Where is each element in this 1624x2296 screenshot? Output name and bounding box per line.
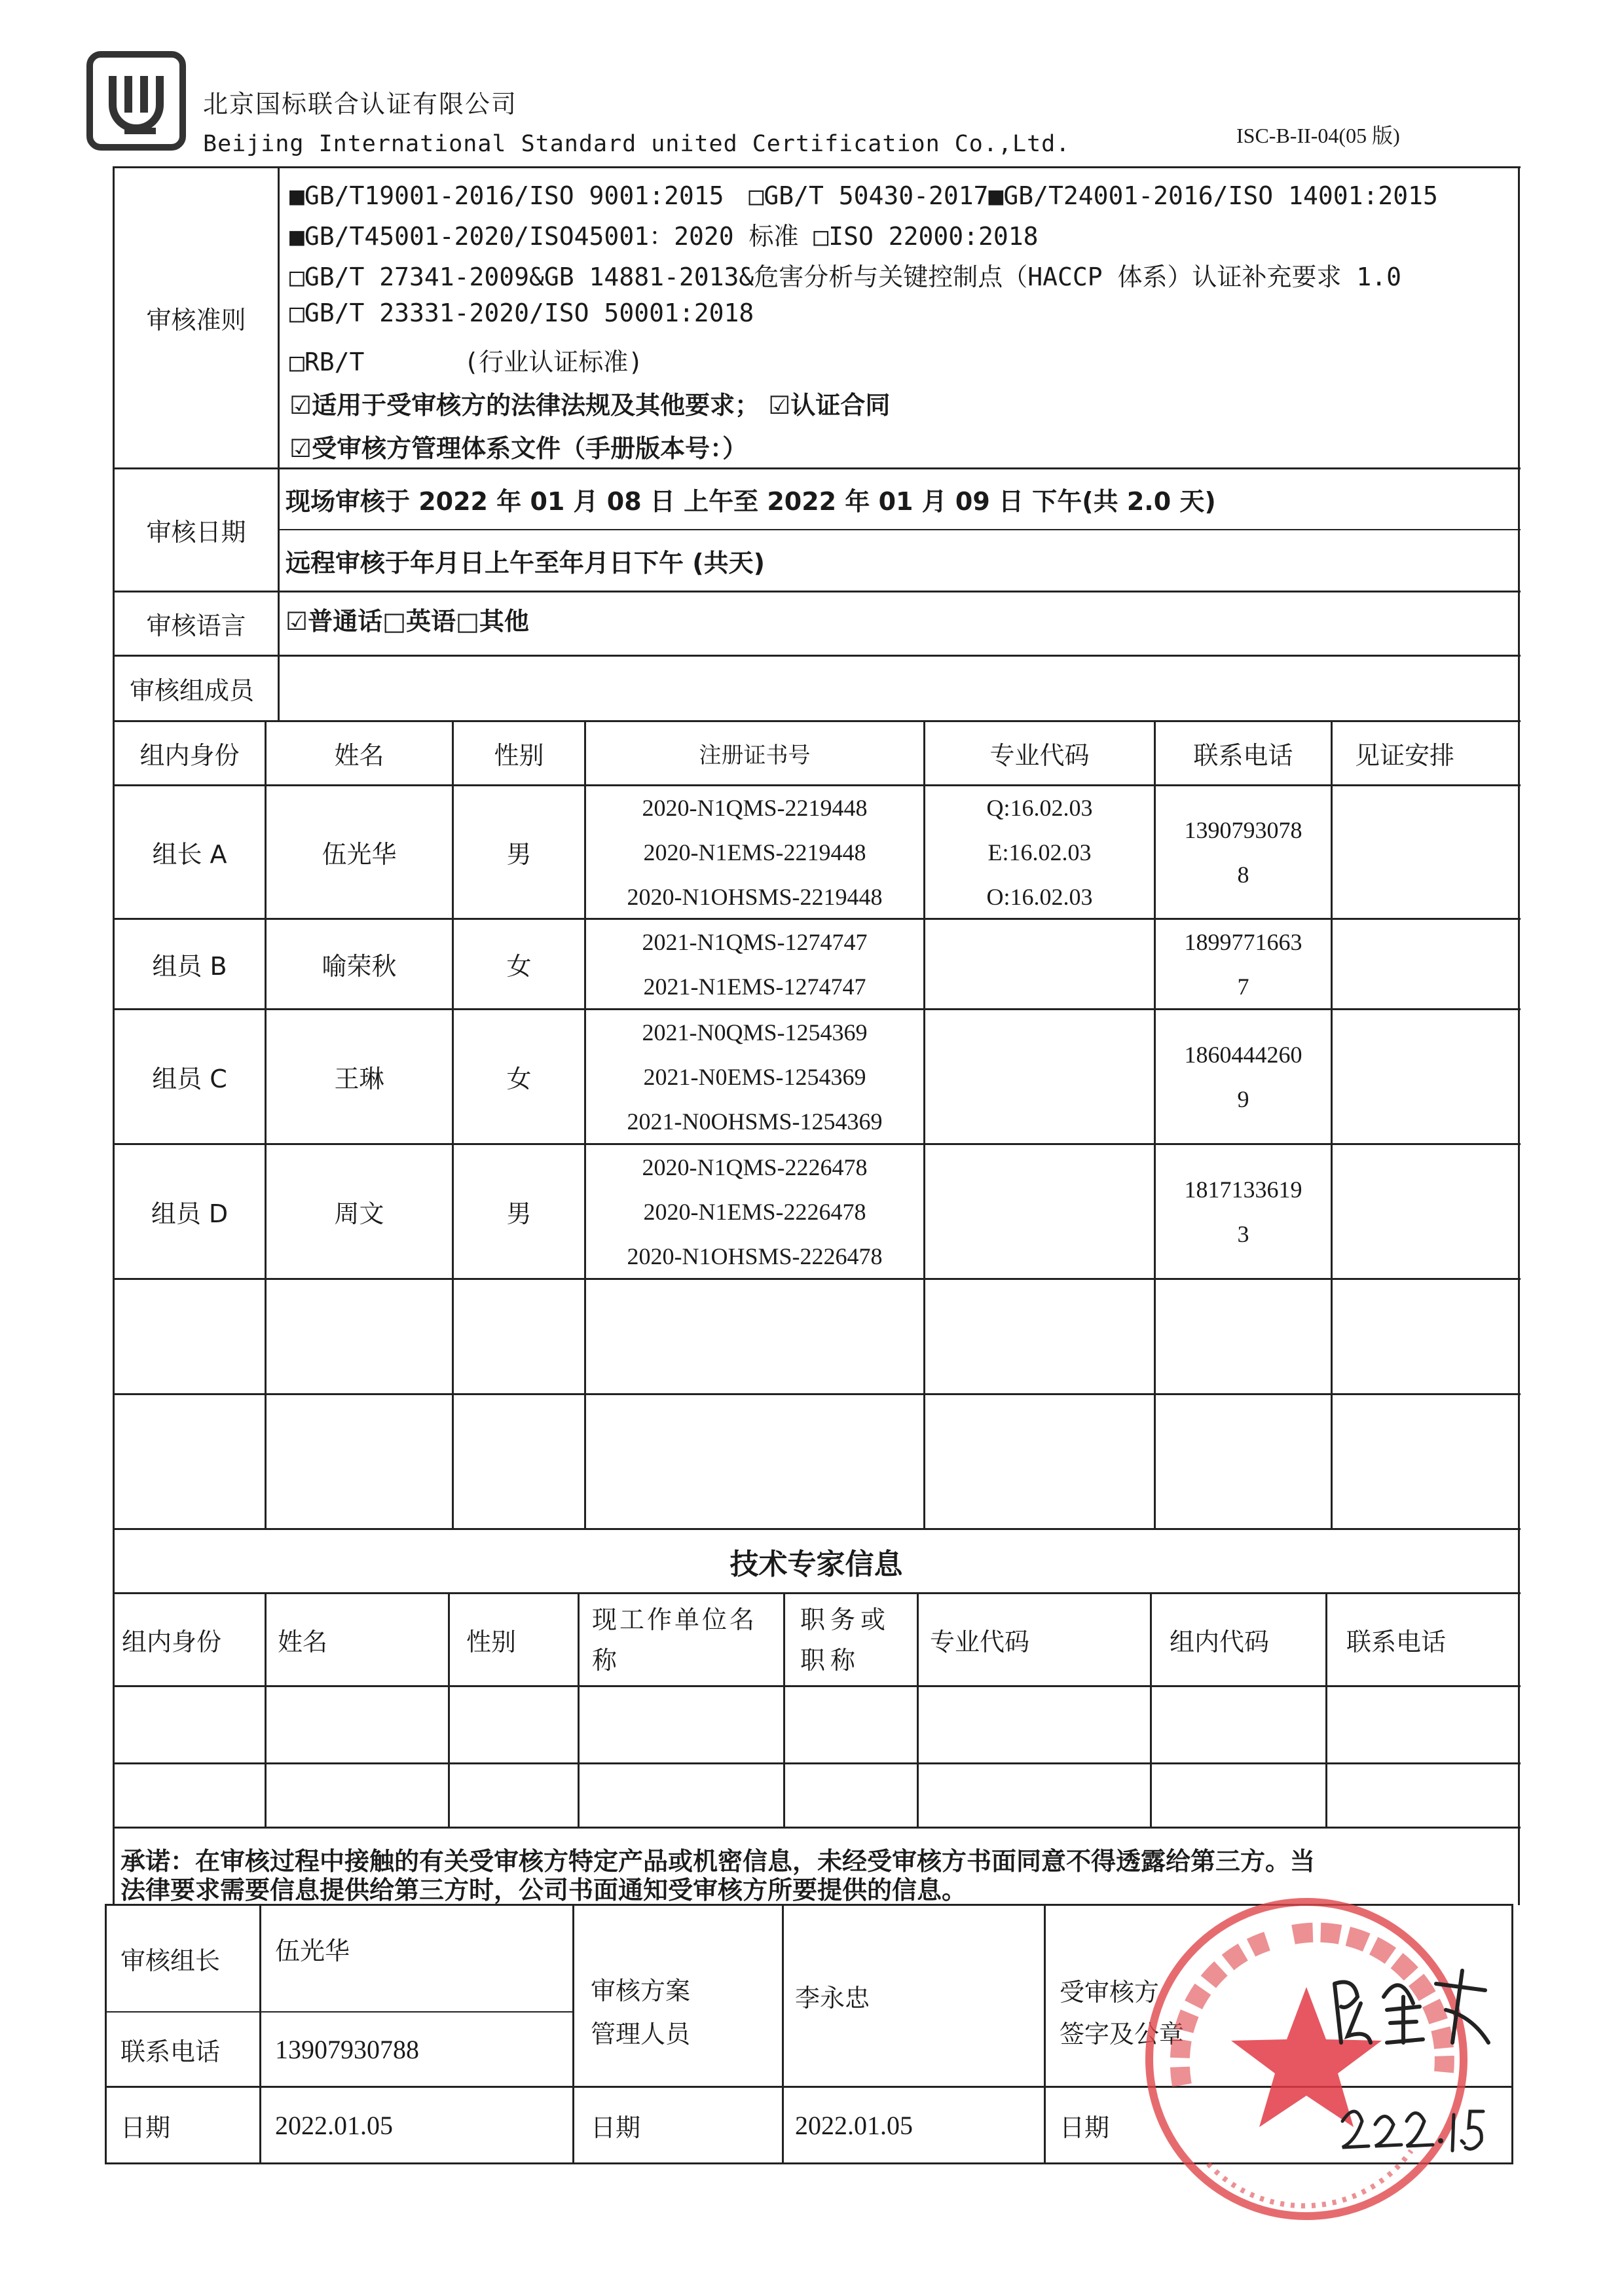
onsite-audit-date: 现场审核于 2022 年 01 月 08 日 上午至 2022 年 01 月 09 日 下午(共 2.0 天) <box>286 487 1216 516</box>
commitment-line-2: 法律要求需要信息提供给第三方时，公司书面通知受审核方所要提供的信息。 <box>120 1876 967 1904</box>
criteria-line-4: □GB/T 23331-2020/ISO 50001:2018 <box>289 299 754 327</box>
member-phone <box>1156 786 1331 918</box>
handwritten-date-icon <box>1336 2095 1486 2157</box>
remote-audit-date: 远程审核于年月日上午至年月日下午 (共天) <box>286 548 765 577</box>
professional-code: E:16.02.03 <box>987 839 1092 866</box>
date-value-2: 2022.01.05 <box>795 2110 913 2140</box>
team-header-name: 姓名 <box>334 741 384 770</box>
expert-header-role: 组内身份 <box>122 1628 222 1656</box>
cert-number: 2020-N1EMS-2226478 <box>643 1198 866 1225</box>
company-logo-icon <box>98 63 174 139</box>
table-border-right <box>1518 166 1520 1905</box>
leader-phone-label: 联系电话 <box>120 2037 221 2066</box>
auditee-label-1: 受审核方 <box>1060 1978 1160 2007</box>
member-role: 组员 B <box>152 952 227 981</box>
member-certs <box>586 1010 923 1143</box>
company-seal-icon <box>1136 1889 1477 2229</box>
criteria-line-5: □RB/T (行业认证标准) <box>289 348 644 376</box>
professional-code: O:16.02.03 <box>986 883 1093 910</box>
leader-phone-value: 13907930788 <box>275 2035 419 2064</box>
document-code: ISC-B-II-04(05 版) <box>1236 124 1400 147</box>
member-gender: 男 <box>506 1199 532 1228</box>
member-phone <box>1156 1145 1331 1278</box>
criteria-line-7: ☑受审核方管理体系文件（手册版本号：） <box>289 434 748 463</box>
cert-number: 2020-N1OHSMS-2219448 <box>627 883 883 910</box>
handwritten-signature-icon <box>1321 1958 1498 2056</box>
company-name-cn: 北京国标联合认证有限公司 <box>203 90 518 118</box>
cert-number: 2020-N1EMS-2219448 <box>643 839 866 866</box>
member-codes <box>925 786 1154 918</box>
date-value-1: 2022.01.05 <box>275 2110 393 2140</box>
expert-header-phone: 联系电话 <box>1346 1628 1447 1656</box>
audit-language-value: ☑普通话□英语□其他 <box>286 606 529 636</box>
expert-header-title: 职务或职称 <box>800 1605 891 1675</box>
member-phone <box>1156 1010 1331 1143</box>
phone-part: 1860444260 <box>1184 1041 1302 1068</box>
program-manager-value: 李永忠 <box>795 1984 870 2013</box>
expert-header-gender: 性别 <box>466 1628 517 1656</box>
phone-part: 1899771663 <box>1184 928 1302 955</box>
phone-part: 1817133619 <box>1184 1176 1302 1203</box>
member-role: 组员 C <box>152 1065 227 1093</box>
commitment-line-1: 承诺：在审核过程中接触的有关受审核方特定产品或机密信息，未经受审核方书面同意不得透露给第三方。当 <box>120 1847 1316 1876</box>
member-name: 伍光华 <box>322 840 397 869</box>
audit-date-label: 审核日期 <box>146 518 246 547</box>
team-header-code: 专业代码 <box>989 741 1090 770</box>
auditee-label-2: 签字及公章 <box>1060 2020 1185 2049</box>
member-certs <box>586 920 923 1008</box>
cert-number: 2020-N1QMS-2226478 <box>642 1154 868 1180</box>
audit-leader-label: 审核组长 <box>120 1946 221 1975</box>
member-certs <box>586 1145 923 1278</box>
cert-number: 2021-N0OHSMS-1254369 <box>627 1108 883 1135</box>
table-border-top <box>113 166 1521 168</box>
table-border-right-lower <box>1511 1904 1513 2164</box>
company-name-en: Beijing International Standard united Certification Co.,Ltd. <box>203 131 1071 157</box>
audit-criteria-label: 审核准则 <box>146 306 246 335</box>
team-header-witness: 见证安排 <box>1354 741 1454 770</box>
date-label-3: 日期 <box>1060 2113 1110 2142</box>
team-header-cert: 注册证书号 <box>699 742 811 769</box>
expert-header-code: 专业代码 <box>930 1628 1030 1656</box>
criteria-line-2: ■GB/T45001-2020/ISO45001：2020 标准 □ISO 22000:2018 <box>289 222 1039 251</box>
cert-number: 2021-N1EMS-1274747 <box>643 973 866 1000</box>
member-gender: 女 <box>506 1065 532 1093</box>
phone-part: 8 <box>1237 861 1249 888</box>
member-name: 周文 <box>334 1199 384 1228</box>
expert-section-title: 技术专家信息 <box>729 1547 903 1581</box>
member-role: 组员 D <box>151 1199 229 1228</box>
program-manager-label-1: 审核方案 <box>591 1977 691 2005</box>
cert-number: 2020-N1QMS-2219448 <box>642 794 868 821</box>
expert-header-employer: 现工作单位名称 <box>592 1605 758 1675</box>
criteria-line-6: ☑适用于受审核方的法律法规及其他要求； ☑认证合同 <box>289 391 891 420</box>
cert-number: 2021-N1QMS-1274747 <box>642 928 868 955</box>
phone-part: 7 <box>1237 973 1249 1000</box>
audit-leader-value: 伍光华 <box>275 1936 350 1965</box>
team-members-label: 审核组成员 <box>130 676 255 705</box>
team-header-gender: 性别 <box>494 741 544 770</box>
cert-number: 2021-N0QMS-1254369 <box>642 1019 868 1046</box>
phone-part: 3 <box>1237 1220 1249 1247</box>
expert-header-group-code: 组内代码 <box>1170 1628 1270 1656</box>
table-border-left-lower <box>105 1904 107 2164</box>
criteria-line-1: ■GB/T19001-2016/ISO 9001:2015 □GB/T 50430-2017■GB/T24001-2016/ISO 14001:2015 <box>289 181 1438 210</box>
program-manager-label-2: 管理人员 <box>591 2020 691 2049</box>
cert-number: 2021-N0EMS-1254369 <box>643 1063 866 1090</box>
member-certs <box>586 786 923 918</box>
member-phone <box>1156 920 1331 1008</box>
criteria-line-3: □GB/T 27341-2009&GB 14881-2013&危害分析与关键控制点（HACCP 体系）认证补充要求 1.0 <box>289 263 1401 291</box>
date-label-2: 日期 <box>591 2113 641 2142</box>
member-gender: 男 <box>506 840 532 869</box>
phone-part: 9 <box>1237 1085 1249 1112</box>
member-name: 王琳 <box>334 1065 384 1093</box>
professional-code: Q:16.02.03 <box>986 794 1093 821</box>
team-header-phone: 联系电话 <box>1193 741 1293 770</box>
member-role: 组长 A <box>152 840 227 869</box>
audit-language-label: 审核语言 <box>146 611 246 640</box>
team-header-role: 组内身份 <box>139 741 240 770</box>
cert-number: 2020-N1OHSMS-2226478 <box>627 1243 883 1269</box>
phone-part: 1390793078 <box>1184 816 1302 843</box>
expert-header-name: 姓名 <box>278 1628 328 1656</box>
member-gender: 女 <box>506 952 532 981</box>
member-name: 喻荣秋 <box>322 952 397 981</box>
date-label-1: 日期 <box>120 2113 171 2142</box>
